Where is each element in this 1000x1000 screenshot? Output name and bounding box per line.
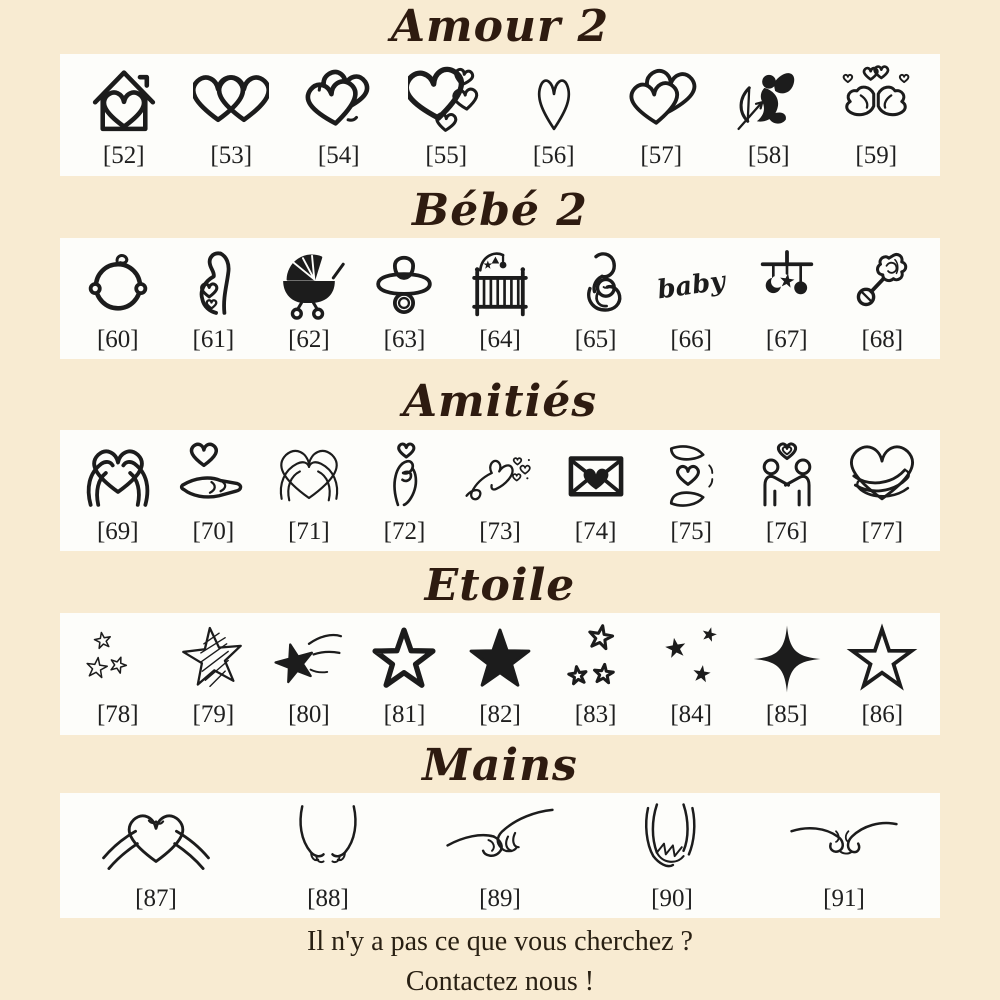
icon-number-label: [83] — [574, 701, 617, 729]
star-outline-sharp-icon — [844, 621, 920, 697]
star-outline-round-icon — [366, 621, 442, 697]
icon-option-74 — [548, 438, 644, 546]
thin-heart-icon — [516, 62, 592, 138]
icon-number-label: [52] — [102, 142, 145, 170]
cupid-icon — [731, 62, 807, 138]
three-stars-filled-icon — [653, 621, 729, 697]
three-stars-outline-icon — [558, 621, 634, 697]
handshake-heart-icon — [749, 438, 825, 514]
hands-touching-icon — [269, 801, 387, 881]
icon-number-label: [73] — [479, 517, 521, 545]
icon-option-87 — [70, 801, 242, 913]
icon-option-83 — [548, 621, 644, 729]
icon-option-75 — [643, 438, 739, 546]
icon-row-mains — [60, 793, 940, 919]
icon-number-label: [58] — [747, 142, 790, 170]
scribble-star-icon — [175, 621, 251, 697]
hands-giving-heart-icon — [653, 438, 729, 514]
section-bebe-2 — [0, 184, 1000, 360]
icon-number-label: [82] — [479, 701, 521, 729]
icon-number-label: [62] — [288, 325, 330, 353]
baby-mobile-icon — [749, 246, 825, 322]
icon-option-59 — [823, 62, 931, 170]
icon-number-label: [89] — [479, 884, 521, 912]
hearts-group-icon — [408, 62, 484, 138]
icon-number-label: [78] — [96, 701, 139, 729]
icon-option-84 — [643, 621, 739, 729]
icon-number-label: [79] — [192, 701, 235, 729]
house-heart-icon — [86, 62, 162, 138]
section-mains — [0, 739, 1000, 919]
icon-option-91 — [758, 801, 930, 913]
icon-number-label: [75] — [670, 517, 712, 545]
icon-number-label: [64] — [479, 325, 521, 353]
overlapping-hearts-sketch-icon — [301, 62, 377, 138]
star-filled-icon — [462, 621, 538, 697]
section-etoile — [0, 560, 1000, 735]
icon-option-79 — [166, 621, 262, 729]
icon-row-bebe-2 — [60, 238, 940, 360]
fine-hands-heart-icon — [271, 438, 347, 514]
section-title-mains: Mains — [422, 739, 578, 791]
icon-number-label: [68] — [861, 325, 904, 353]
baby-script-icon — [653, 246, 729, 322]
section-title-bebe-2: Bébé 2 — [412, 184, 588, 236]
icon-number-label: [69] — [96, 517, 139, 545]
icon-option-80 — [261, 621, 357, 729]
section-amities — [0, 376, 1000, 551]
icon-option-88 — [242, 801, 414, 913]
icon-option-58 — [715, 62, 823, 170]
icon-option-68 — [835, 246, 931, 354]
icon-option-86 — [835, 621, 931, 729]
icon-number-label: [71] — [288, 517, 330, 545]
icon-number-label: [65] — [574, 325, 617, 353]
footer-question: Il n'y a pas ce que vous cherchez ? — [307, 926, 693, 958]
icon-option-82 — [452, 621, 548, 729]
icon-option-65 — [548, 246, 644, 354]
hands-forming-heart-icon — [97, 801, 215, 881]
icon-option-56 — [500, 62, 608, 170]
icon-option-71 — [261, 438, 357, 546]
icon-number-label: [74] — [574, 517, 617, 545]
pacifier-icon — [366, 246, 442, 322]
hand-offering-heart-icon — [175, 438, 251, 514]
icon-option-54 — [285, 62, 393, 170]
icon-option-55 — [393, 62, 501, 170]
baby-head-icon — [80, 246, 156, 322]
rattle-icon — [844, 246, 920, 322]
section-amour-2 — [0, 1, 1000, 176]
icon-option-89 — [414, 801, 586, 913]
icon-number-label: [66] — [670, 325, 712, 353]
icon-number-label: [91] — [823, 884, 865, 912]
section-title-amour-2: Amour 2 — [390, 1, 610, 52]
icon-option-63 — [357, 246, 453, 354]
icon-number-label: [81] — [383, 701, 426, 729]
icon-option-60 — [70, 246, 166, 354]
icon-option-52 — [70, 62, 178, 170]
icon-option-78 — [70, 621, 166, 729]
double-heart-icon — [623, 62, 699, 138]
pregnant-woman-icon — [175, 246, 251, 322]
icon-row-etoile — [60, 613, 940, 735]
icon-number-label: [72] — [383, 517, 426, 545]
icon-number-label: [77] — [861, 517, 904, 545]
icon-option-73 — [452, 438, 548, 546]
icon-option-69 — [70, 438, 166, 546]
sparkle-icon — [749, 621, 825, 697]
hands-heart-icon — [80, 438, 156, 514]
footer — [0, 924, 1000, 999]
icon-option-57 — [608, 62, 716, 170]
mother-baby-icon — [558, 246, 634, 322]
section-title-etoile: Etoile — [424, 560, 576, 612]
icon-number-label: [54] — [317, 142, 360, 170]
svg-text:baby: baby — [655, 266, 728, 306]
icon-number-label: [57] — [640, 142, 683, 170]
icon-number-label: [84] — [670, 701, 712, 729]
sections — [0, 1, 1000, 918]
icon-row-amour-2 — [60, 54, 940, 176]
linked-hearts-icon — [193, 62, 269, 138]
icon-number-label: [56] — [532, 142, 575, 170]
icon-number-label: [61] — [192, 325, 235, 353]
love-birds-icon — [838, 62, 914, 138]
icon-row-amities — [60, 430, 940, 552]
icon-number-label: [86] — [861, 701, 904, 729]
icon-number-label: [87] — [135, 884, 177, 912]
finger-heart-icon — [366, 438, 442, 514]
sketch-stars-icon — [80, 621, 156, 697]
icon-number-label: [53] — [210, 142, 253, 170]
heart-envelope-icon — [558, 438, 634, 514]
icon-number-label: [59] — [855, 142, 898, 170]
icon-option-72 — [357, 438, 453, 546]
icon-number-label: [76] — [765, 517, 808, 545]
heart-doodle-icon — [462, 438, 538, 514]
icon-option-90 — [586, 801, 758, 913]
icon-number-label: [90] — [651, 884, 693, 912]
icon-option-77 — [835, 438, 931, 546]
icon-option-81 — [357, 621, 453, 729]
icon-number-label: [88] — [307, 884, 349, 912]
icon-option-53 — [178, 62, 286, 170]
icon-option-61 — [166, 246, 262, 354]
footer-contact: Contactez nous ! — [405, 966, 595, 998]
hugging-heart-icon — [844, 438, 920, 514]
section-title-amities: Amitiés — [402, 376, 598, 428]
icon-number-label: [60] — [96, 325, 139, 353]
holding-hands-icon — [441, 801, 559, 881]
icon-number-label: [85] — [765, 701, 808, 729]
icon-option-85 — [739, 621, 835, 729]
icon-number-label: [55] — [425, 142, 468, 170]
icon-number-label: [70] — [192, 517, 235, 545]
shooting-star-icon — [271, 621, 347, 697]
icon-option-62 — [261, 246, 357, 354]
icon-number-label: [80] — [288, 701, 330, 729]
icon-option-64 — [452, 246, 548, 354]
icon-option-70 — [166, 438, 262, 546]
pram-icon — [271, 246, 347, 322]
interlocked-hands-icon — [613, 801, 731, 881]
icon-number-label: [63] — [383, 325, 426, 353]
pinky-promise-icon — [785, 801, 903, 881]
crib-icon — [462, 246, 538, 322]
icon-option-66 — [643, 246, 739, 354]
icon-number-label: [67] — [765, 325, 808, 353]
icon-option-67 — [739, 246, 835, 354]
icon-option-76 — [739, 438, 835, 546]
